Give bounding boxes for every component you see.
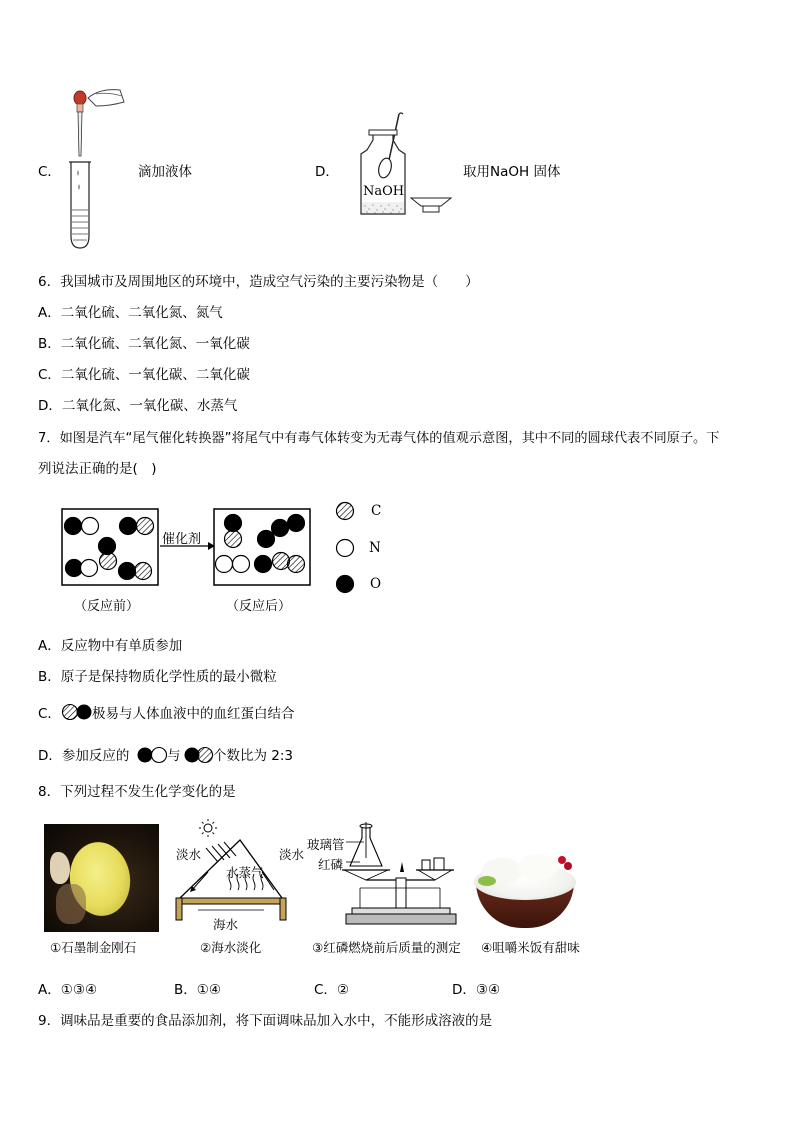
legend-n: N — [369, 540, 381, 556]
q7-option-d-mid: 与 — [167, 748, 181, 764]
q8-option-a: A．①③④ — [38, 982, 98, 998]
q6-option-c: C．二氧化硫、一氧化碳、二氧化碳 — [38, 367, 250, 383]
red-phosphorus-label: 红磷 — [318, 857, 344, 872]
option-d-text: 取用NaOH 固体 — [463, 164, 561, 180]
q8-option-b: B．①④ — [174, 982, 221, 998]
q6-option-b: B．二氧化硫、二氧化氮、一氧化碳 — [38, 336, 250, 352]
q7-option-c-text: 极易与人体血液中的血红蛋白结合 — [92, 706, 295, 722]
caption-1: ①石墨制金刚石 — [50, 940, 137, 955]
balance-illustration — [330, 822, 470, 932]
graphite-diamond-photo — [44, 824, 159, 932]
glass-tube-label: 玻璃管 — [307, 837, 345, 852]
before-label: （反应前） — [74, 599, 140, 614]
catalyst-label: 催化剂 — [162, 532, 202, 547]
co-molecule-icon-2 — [184, 745, 216, 765]
fresh-water-right: 淡水 — [279, 847, 305, 862]
bottle-label: NaOH — [363, 184, 405, 199]
caption-3: ③红磷燃烧前后质量的测定 — [312, 940, 461, 955]
q6-option-a: A．二氧化硫、二氧化氮、氮气 — [38, 305, 223, 321]
co-molecule-icon — [61, 702, 95, 722]
q7-stem-line2: 列说法正确的是( ) — [38, 461, 157, 477]
q7-option-c-prefix: C． — [38, 706, 61, 722]
naoh-bottle-illustration — [355, 110, 455, 220]
q7-option-b: B．原子是保持物质化学性质的最小微粒 — [38, 669, 277, 685]
fresh-water-left: 淡水 — [176, 847, 202, 862]
q8-option-d: D．③④ — [452, 982, 501, 998]
q9-stem: 9．调味品是重要的食品添加剂，将下面调味品加入水中，不能形成溶液的是 — [38, 1013, 493, 1029]
after-label: （反应后） — [226, 599, 292, 614]
vapor-label: 水蒸气 — [226, 865, 264, 880]
dropper-test-tube-illustration — [60, 84, 140, 254]
rice-bowl-photo — [470, 838, 580, 930]
option-d-letter: D． — [315, 164, 339, 180]
q7-option-d-suffix: 个数比为 2:3 — [213, 748, 294, 764]
q8-option-c: C．② — [314, 982, 350, 998]
caption-4: ④咀嚼米饭有甜味 — [481, 940, 580, 955]
no-molecule-icon — [137, 745, 169, 765]
seawater-label: 海水 — [213, 917, 239, 932]
q7-option-a: A．反应物中有单质参加 — [38, 638, 183, 654]
legend-c: C — [371, 503, 382, 519]
q7-option-d-prefix: D．参加反应的 — [38, 748, 130, 764]
q8-stem: 8．下列过程不发生化学变化的是 — [38, 784, 236, 800]
caption-2: ②海水淡化 — [200, 940, 262, 955]
option-c-letter: C． — [38, 164, 61, 180]
q7-stem-line1: 7．如图是汽车“尾气催化转换器”将尾气中有毒气体转变为无毒气体的值观示意图，其中不同的圆球代表不同原子。下 — [38, 431, 720, 446]
q6-stem: 6．我国城市及周围地区的环境中，造成空气污染的主要污染物是（ ） — [38, 274, 479, 290]
option-c-text: 滴加液体 — [138, 164, 192, 180]
q6-option-d: D．二氧化氮、一氧化碳、水蒸气 — [38, 398, 238, 414]
legend-o: O — [370, 576, 382, 592]
